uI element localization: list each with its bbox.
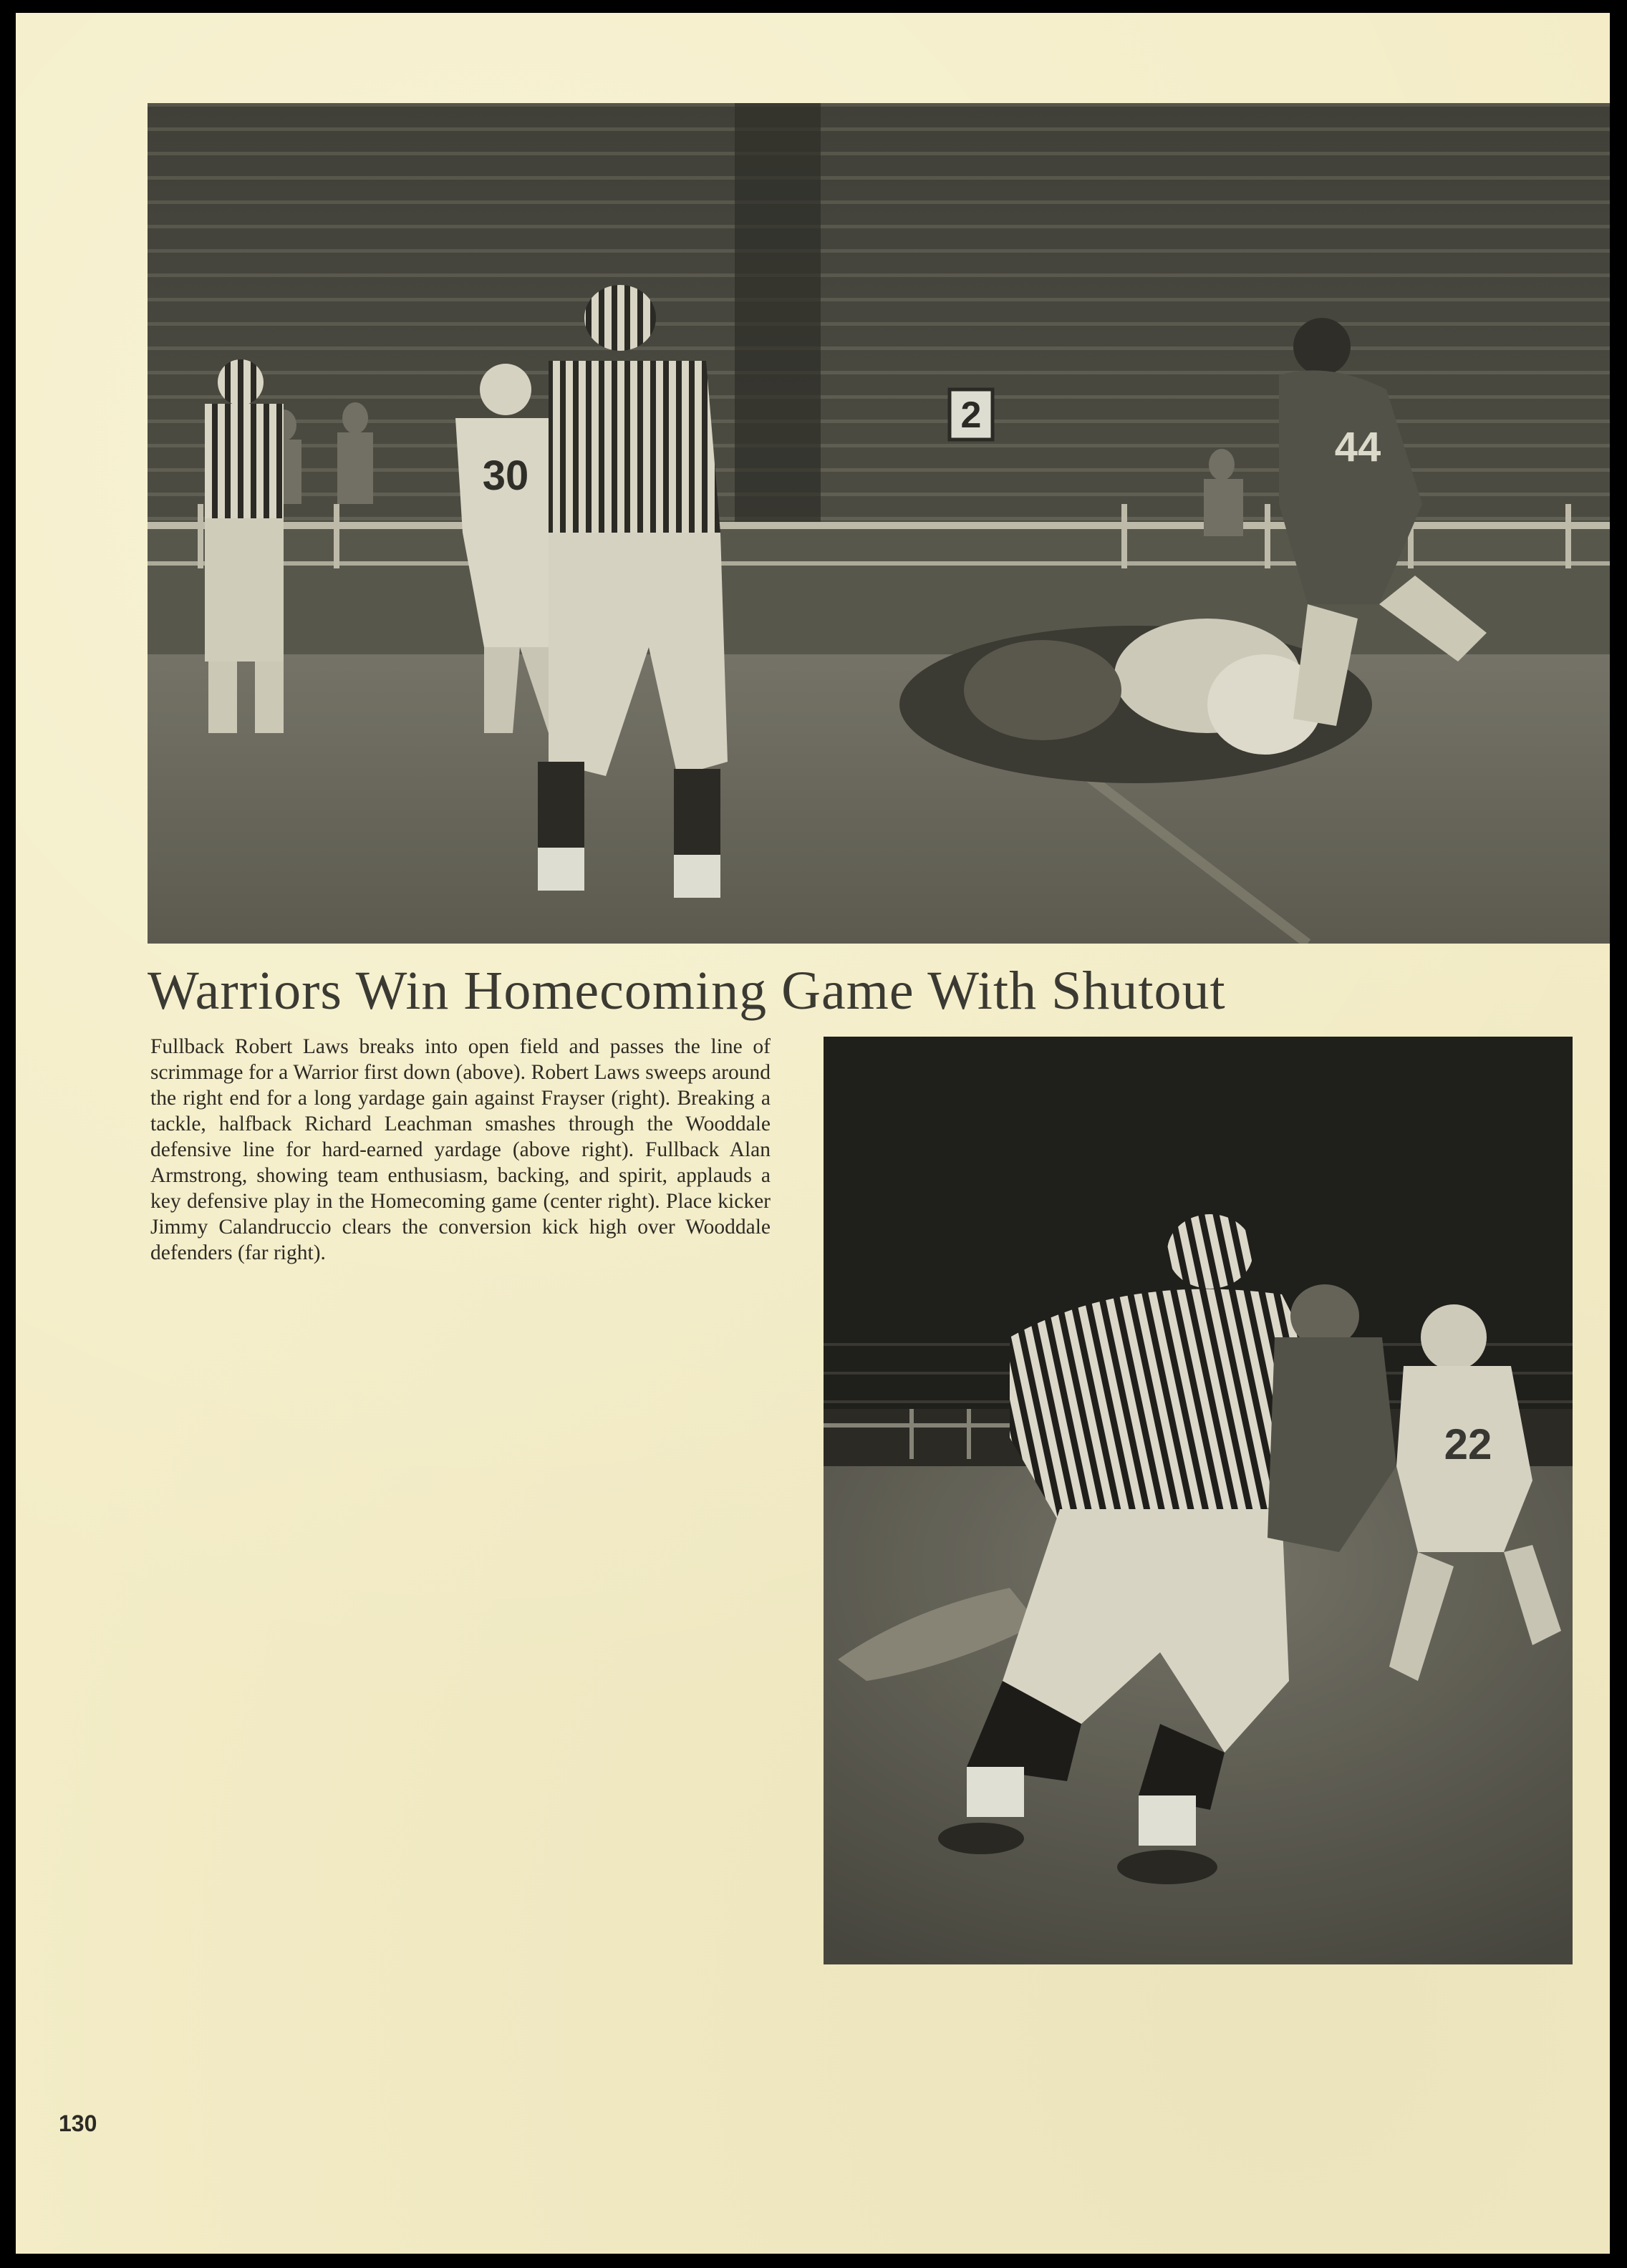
page-headline: Warriors Win Homecoming Game With Shutout	[148, 961, 1226, 1021]
page-number: 130	[59, 2110, 97, 2136]
jersey-number-30: 30	[482, 452, 529, 499]
jersey-number-44: 44	[1334, 424, 1381, 470]
photo-caption: Fullback Robert Laws breaks into open field and passes the line of scrimmage for a Warrior first down (above). Robert Laws sweeps around the right end for a long yardage gain against Frayser (right). Breaking a tackle, halfback Richard Leachman smashes through the Wooddale defensive line for hard-earned yardage (above right). Fullback Alan Armstrong, showing team enthusiasm, backing, and spirit, applauds a key defensive play in the Homecoming game (center right). Place kicker Jimmy Calandruccio clears the conversion kick high over Wooddale defenders (far right).	[150, 1035, 771, 1264]
top-photo-image	[148, 103, 1610, 944]
sign-number: 2	[960, 394, 982, 436]
night-game-photo	[824, 1037, 1573, 1964]
jersey-number-22: 22	[1444, 1420, 1492, 1468]
top-football-photo	[148, 103, 1610, 944]
right-photo-image	[824, 1037, 1573, 1964]
yearbook-page	[16, 13, 1610, 2254]
